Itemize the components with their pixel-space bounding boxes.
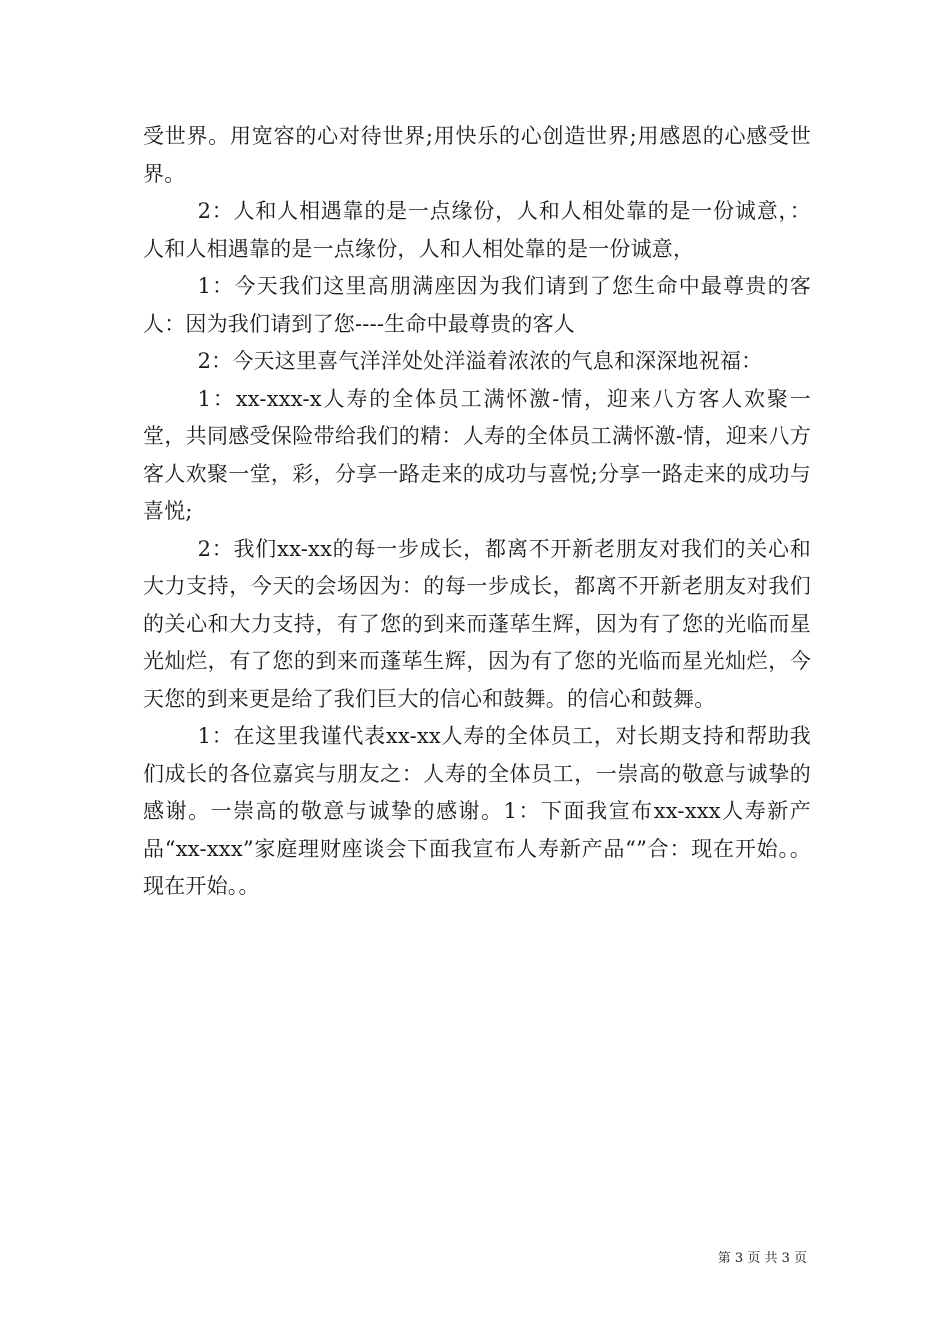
paragraph-continued: 受世界。用宽容的心对待世界;用快乐的心创造世界;用感恩的心感受世界。 [143,124,811,186]
page-number: 第 3 页 共 3 页 [717,1251,807,1266]
document-body [143,118,811,906]
paragraph-6: 2：我们xx-xx的每一步成长，都离不开新老朋友对我们的关心和大力支持，今天的会场因为：的每一步成长，都离不开新老朋友对我们的关心和大力支持，有了您的到来而蓬荜生辉，因为有了您的光临而星光灿烂，有了您的到来而蓬荜生辉，因为有了您的光临而星光灿烂，今天您的到来更是给了我们巨大的信心和鼓舞。的信心和鼓舞。 [143,536,811,711]
paragraph-7: 1：在这里我谨代表xx-xx人寿的全体员工，对长期支持和帮助我们成长的各位嘉宾与朋友之：人寿的全体员工，一崇高的敬意与诚挚的感谢。一崇高的敬意与诚挚的感谢。1：下面我宣布xx-xxx人寿新产品“xx-xxx”家庭理财座谈会下面我宣布人寿新产品“”合：现在开始。。现在开始。。 [143,724,811,898]
paragraph-2: 2：人和人相遇靠的是一点缘份，人和人相处靠的是一份诚意，：人和人相遇靠的是一点缘份，人和人相处靠的是一份诚意， [143,199,811,261]
paragraph-4: 2：今天这里喜气洋洋处处洋溢着浓浓的气息和深深地祝福： [197,349,763,373]
paragraph-3: 1：今天我们这里高朋满座因为我们请到了您生命中最尊贵的客人：因为我们请到了您----生命中最尊贵的客人 [143,274,811,336]
paragraph-5: 1：xx-xxx-x人寿的全体员工满怀激-情，迎来八方客人欢聚一堂，共同感受保险带给我们的精：人寿的全体员工满怀激-情，迎来八方客人欢聚一堂，彩，分享一路走来的成功与喜悦;分享一路走来的成功与喜悦; [143,386,811,523]
